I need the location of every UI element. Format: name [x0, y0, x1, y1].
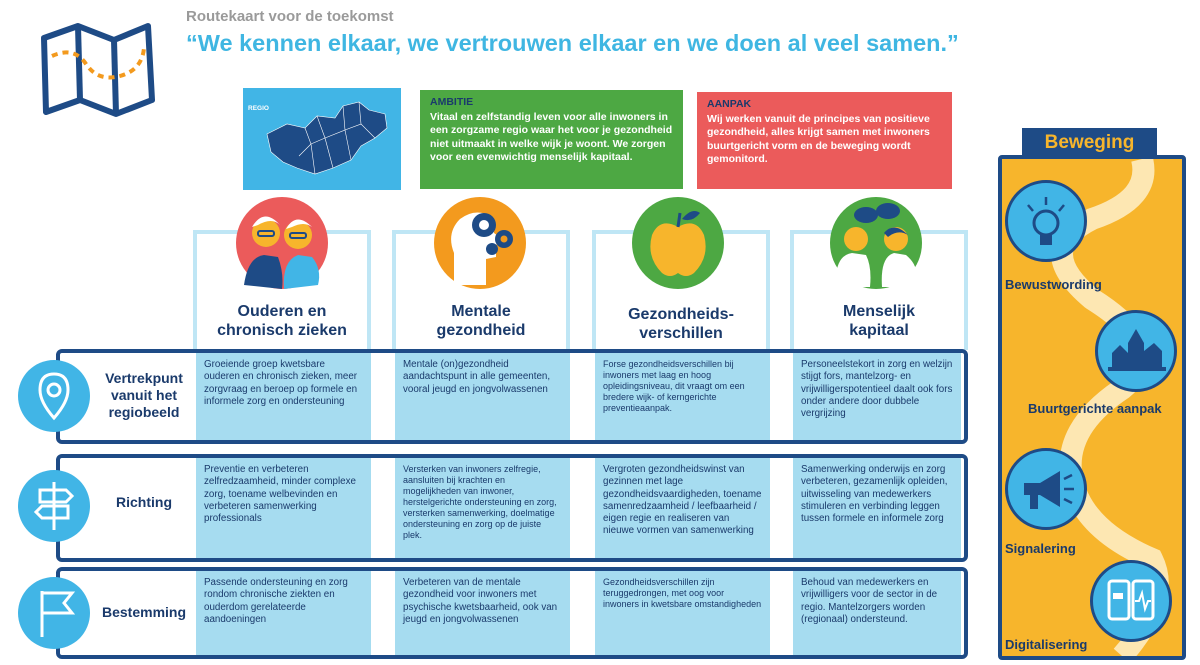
page-quote: “We kennen elkaar, we vertrouwen elkaar en we doen al veel samen.” — [186, 30, 959, 56]
column-title-2: Mentale gezondheid — [436, 303, 526, 339]
megaphone-icon — [1008, 451, 1084, 527]
cell-bestemming-ouderen: Passende ondersteuning en zorg rondom chronische ziekten en ouderdom gerelateerde aandoeningen — [196, 571, 371, 655]
column-title-3: Gezondheids-verschillen — [628, 306, 734, 342]
row-circle-bestemming — [18, 577, 90, 649]
row-label-bestemming: Bestemming — [101, 604, 187, 620]
ambitie-text: Vitaal en zelfstandig leven voor alle inwoners in een zorgzame regio waar het voor je gezondheid niet uitmaakt in welke wijk je woont. We zorgen voor een evenwichtig menselijk kapitaal. — [430, 110, 673, 163]
row-label-vertrekpunt: Vertrekpunt vanuit het regiobeeld — [105, 370, 183, 420]
bw-label-signalering: Signalering — [1005, 541, 1076, 556]
row-circle-richting — [18, 470, 90, 542]
column-title-4: Menselijk kapitaal — [842, 303, 916, 339]
row-circle-vertrekpunt — [18, 360, 90, 432]
aanpak-text: Wij werken vanuit de principes van positieve gezondheid, alles krijgt samen met inwoners buurtgericht vorm en de beweging wordt gemonitord. — [707, 112, 930, 165]
apple-icon — [630, 195, 726, 291]
flag-icon — [18, 577, 90, 649]
regio-box — [243, 88, 401, 190]
cell-vertrekpunt-gezondheid: Forse gezondheidsverschillen bij inwoners met laag en hoog opleidingsniveau, dit vraagt om een bredere wijk- of kerngerichte preventieaanpak. — [595, 353, 770, 440]
bw-label-buurtgericht: Buurtgerichte aanpak — [1028, 401, 1162, 416]
ambitie-title: AMBITIE — [430, 96, 474, 108]
cell-bestemming-gezondheid: Gezondheidsverschillen zijn teruggedrongen, met oog voor inwoners in kwetsbare omstandigheden — [595, 571, 770, 655]
regio-label: REGIO — [248, 105, 269, 112]
cell-vertrekpunt-kapitaal: Personeelstekort in zorg en welzijn stijgt fors, mantelzorg- en vrijwilligerspotentieel daalt ook fors onder andere door dubbele vergrijzing — [793, 353, 961, 440]
bw-label-bewustwording: Bewustwording — [1005, 277, 1102, 292]
region-map-icon — [247, 94, 397, 184]
beweging-title: Beweging — [1022, 128, 1157, 158]
bw-label-digitalisering: Digitalisering — [1005, 637, 1088, 652]
cell-richting-gezondheid: Vergroten gezondheidswinst van gezinnen met lage gezondheidsvaardigheden, toename samenredzaamheid / leefbaarheid / eigen regie en realiseren van nieuwe vormen van samenwerking — [595, 458, 770, 558]
cell-vertrekpunt-mentaal: Mentale (on)gezondheid aandachtspunt in alle gemeenten, vooral jeugd en jongvolwassenen — [395, 353, 570, 440]
cell-bestemming-kapitaal: Behoud van medewerkers en vrijwilligers voor de sector in de regio. Mantelzorgers worden (regionaal) ondersteund. — [793, 571, 961, 655]
bw-circle-signalering — [1005, 448, 1087, 530]
cell-richting-ouderen: Preventie en verbeteren zelfredzaamheid, minder complexe zorg, toename welbevinden en verbeteren samenwerking professionals — [196, 458, 371, 558]
bw-circle-buurtgericht — [1095, 310, 1177, 392]
signpost-icon — [18, 470, 90, 542]
head-gears-icon — [432, 195, 528, 291]
cell-bestemming-mentaal: Verbeteren van de mentale gezondheid voor inwoners met psychische kwetsbaarheid, ook van jeugd en jongvolwassenen — [395, 571, 570, 655]
elderly-couple-icon — [234, 195, 330, 291]
lightbulb-icon — [1008, 183, 1084, 259]
folded-map-logo-icon — [40, 8, 158, 120]
cell-richting-mentaal: Versterken van inwoners zelfregie, aansluiten bij krachten en mogelijkheden van inwoner, herstelgerichte ondersteuning en zorg, versterken samenwerking, doelmatige ondersteuning en zorg op de juiste plek. — [395, 458, 570, 558]
location-pin-icon — [18, 360, 90, 432]
people-speech-icon — [828, 195, 924, 291]
cell-vertrekpunt-ouderen: Groeiende groep kwetsbare ouderen en chronisch zieken, meer zorgvraag en beroep op formele en informele zorg en ondersteuning — [196, 353, 371, 440]
bw-circle-digitalisering — [1090, 560, 1172, 642]
aanpak-box — [697, 92, 952, 189]
smartphones-icon — [1093, 563, 1169, 639]
aanpak-title: AANPAK — [707, 98, 752, 110]
column-title-1: Ouderen en chronisch zieken — [217, 303, 347, 339]
page-subtitle: Routekaart voor de toekomst — [186, 8, 394, 25]
ambitie-box — [420, 90, 683, 189]
row-label-richting: Richting — [116, 494, 172, 510]
cell-richting-kapitaal: Samenwerking onderwijs en zorg verbeteren, gezamenlijk opleiden, uitwisseling van medewerkers stimuleren en verbinding leggen tussen formele en informele zorg — [793, 458, 961, 558]
neighbourhood-icon — [1098, 313, 1174, 389]
bw-circle-bewustwording — [1005, 180, 1087, 262]
